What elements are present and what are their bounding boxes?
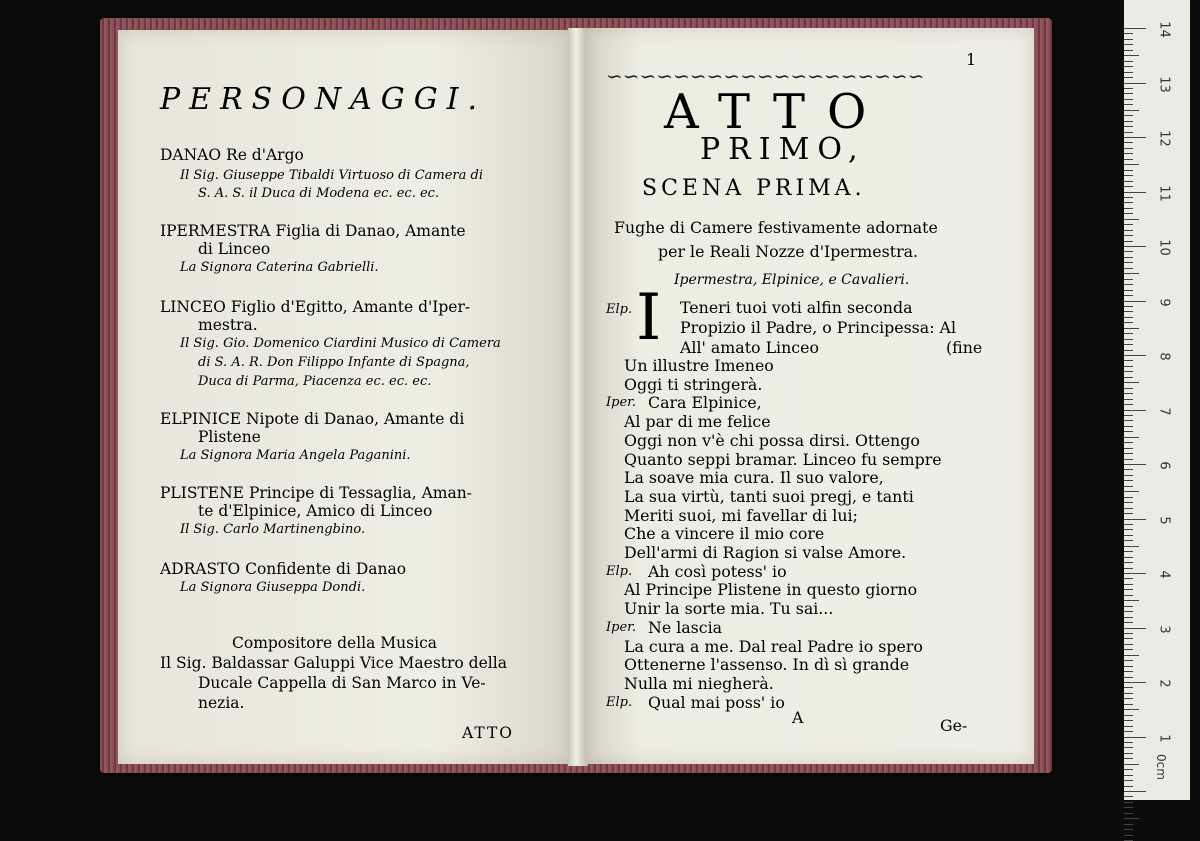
ruler-tick (1124, 317, 1133, 318)
scene-title: SCENA PRIMA. (642, 176, 866, 201)
ruler-tick (1124, 426, 1133, 427)
ruler-tick (1124, 66, 1133, 67)
ruler-tick (1124, 431, 1133, 432)
ruler-tick (1124, 121, 1133, 122)
ruler-tick (1124, 769, 1133, 770)
ruler-tick (1124, 704, 1133, 705)
ruler-tick (1124, 306, 1133, 307)
ruler-tick (1124, 638, 1133, 639)
verse-line: Ah così potess' io (648, 561, 787, 581)
character-entry (160, 484, 472, 502)
ruler-tick (1124, 104, 1133, 105)
verse-line: Al par di me felice (624, 412, 771, 432)
ruler-tick (1124, 584, 1133, 585)
ruler-tick (1124, 273, 1139, 274)
character-entry (160, 222, 466, 240)
ruler-tick (1124, 197, 1133, 198)
character-desc-cont: Plistene (198, 428, 261, 446)
ruler-tick (1124, 279, 1133, 280)
speaker-label: Elp. (606, 302, 633, 317)
ruler-tick (1124, 562, 1133, 563)
ruler-tick (1124, 611, 1133, 612)
ruler-tick (1124, 715, 1133, 716)
ruler-tick (1124, 600, 1139, 601)
ruler-tick (1124, 230, 1133, 231)
ruler-tick (1124, 39, 1133, 40)
ruler-tick (1124, 219, 1139, 220)
ruler-tick (1124, 802, 1133, 803)
ruler-tick (1124, 382, 1139, 383)
ruler-tick (1124, 747, 1133, 748)
ruler-number: 11 (1156, 184, 1172, 202)
actor-line: S. A. S. il Duca di Modena ec. ec. ec. (198, 186, 440, 201)
ruler-tick (1124, 339, 1133, 340)
ruler-tick (1124, 142, 1133, 143)
ruler-tick (1124, 88, 1133, 89)
cast-line: Ipermestra, Elpinice, e Cavalieri. (674, 272, 910, 288)
verse-line: Meriti suoi, mi favellar di lui; (624, 505, 858, 525)
actor-line: di S. A. R. Don Filippo Infante di Spagna, (198, 355, 470, 370)
setting-line: per le Reali Nozze d'Ipermestra. (658, 242, 919, 261)
speaker-label: Iper. (606, 395, 637, 411)
act-title: ATTO (664, 84, 889, 140)
character-name: LINCEO (160, 298, 226, 316)
verse-line: Cara Elpinice, (648, 393, 762, 413)
ruler-tick (1124, 322, 1133, 323)
ornament-band: ∽∽∽∽∽∽∽∽∽∽∽∽∽∽∽∽∽∽∽ (606, 64, 925, 88)
ruler-tick (1124, 33, 1133, 34)
measurement-ruler (1124, 0, 1190, 800)
ruler-tick (1124, 578, 1133, 579)
ruler-tick (1124, 540, 1133, 541)
verse-line: La cura a me. Dal real Padre io spero (624, 636, 923, 656)
ruler-tick (1124, 164, 1139, 165)
ruler-tick (1124, 764, 1139, 765)
ruler-tick (1124, 360, 1133, 361)
verse-line: Oggi non v'è chi possa dirsi. Ottengo (624, 430, 920, 450)
ruler-tick (1124, 437, 1139, 438)
ruler-tick (1124, 442, 1133, 443)
ruler-tick (1124, 731, 1133, 732)
ruler-tick (1124, 420, 1133, 421)
ruler-tick (1124, 568, 1133, 569)
ruler-tick (1124, 262, 1133, 263)
ruler-tick (1124, 486, 1133, 487)
ruler-tick (1124, 410, 1146, 411)
ruler-tick (1124, 709, 1139, 710)
ruler-tick (1124, 159, 1133, 160)
ruler-tick (1124, 682, 1146, 683)
ruler-tick (1124, 192, 1146, 193)
verse-line: Quanto seppi bramar. Linceo fu sempre (624, 449, 942, 469)
catchword: ATTO (462, 724, 515, 742)
ruler-tick (1124, 241, 1133, 242)
ruler-tick (1124, 268, 1133, 269)
ruler-tick (1124, 366, 1133, 367)
ruler-tick (1124, 459, 1133, 460)
verse-line: Al Principe Plistene in questo giorno (624, 580, 918, 600)
ruler-tick (1124, 453, 1133, 454)
ruler-tick (1124, 807, 1133, 808)
character-name: PLISTENE (160, 484, 244, 502)
ruler-number: 14 (1156, 21, 1172, 38)
ruler-tick (1124, 235, 1133, 236)
ruler-number: 4 (1156, 570, 1172, 579)
turnover-word: (fine (946, 338, 983, 357)
actor-line: La Signora Giuseppa Dondi. (180, 580, 366, 595)
ruler-tick (1124, 546, 1139, 547)
character-desc: Figlio d'Egitto, Amante d'Iper- (230, 298, 471, 316)
ruler-unit: 0cm (1153, 754, 1168, 780)
ruler-tick (1124, 126, 1133, 127)
character-desc: Nipote di Danao, Amante di (245, 410, 465, 428)
ruler-tick (1124, 720, 1133, 721)
verse-line: Teneri tuoi voti alfin seconda (680, 298, 913, 317)
ruler-tick (1124, 284, 1133, 285)
verse-line: Propizio il Padre, o Principessa: Al (680, 318, 957, 337)
ruler-tick (1124, 742, 1133, 743)
ruler-tick (1124, 301, 1146, 302)
ruler-tick (1124, 371, 1133, 372)
ruler-number: 7 (1156, 406, 1172, 416)
verse-line: Qual mai poss' io (648, 692, 785, 712)
ruler-tick (1124, 758, 1133, 759)
ruler-tick (1124, 829, 1133, 830)
ruler-tick (1124, 595, 1133, 596)
character-desc: Figlia di Danao, Amante (275, 222, 466, 240)
ruler-tick (1124, 137, 1146, 138)
ruler-tick (1124, 480, 1133, 481)
ruler-number: 12 (1156, 130, 1172, 147)
composer-line: Il Sig. Baldassar Galuppi Vice Maestro della (160, 654, 507, 672)
ruler-tick (1124, 557, 1133, 558)
ruler-tick (1124, 290, 1133, 291)
ruler-tick (1124, 491, 1139, 492)
ruler-tick (1124, 44, 1133, 45)
character-entry (160, 298, 470, 316)
ruler-number: 2 (1156, 679, 1172, 688)
ruler-tick (1124, 698, 1133, 699)
ruler-tick (1124, 186, 1133, 187)
ruler-tick (1124, 50, 1133, 51)
ruler-tick (1124, 464, 1146, 465)
ruler-tick (1124, 99, 1133, 100)
character-desc: Principe di Tessaglia, Aman- (248, 484, 472, 502)
ruler-tick (1124, 589, 1133, 590)
character-entry (160, 146, 304, 164)
setting-line: Fughe di Camere festivamente adornate (614, 218, 938, 237)
composer-line: Ducale Cappella di San Marco in Ve- (198, 674, 486, 692)
ruler-tick (1124, 251, 1133, 252)
ruler-tick (1124, 813, 1133, 814)
actor-line: La Signora Caterina Gabrielli. (180, 260, 379, 275)
ruler-number: 9 (1156, 297, 1172, 307)
ruler-tick (1124, 311, 1133, 312)
ruler-tick (1124, 475, 1133, 476)
ruler-tick (1124, 824, 1133, 825)
ruler-tick (1124, 644, 1133, 645)
ruler-tick (1124, 835, 1133, 836)
ruler-tick (1124, 61, 1133, 62)
ruler-tick (1124, 671, 1133, 672)
ruler-tick (1124, 153, 1133, 154)
verse-line: All' amato Linceo (680, 338, 819, 357)
ruler-tick (1124, 448, 1133, 449)
ruler-tick (1124, 295, 1133, 296)
ruler-tick (1124, 246, 1146, 247)
ruler-tick (1124, 93, 1133, 94)
speaker-label: Elp. (606, 563, 633, 579)
actor-line: Il Sig. Giuseppe Tibaldi Virtuoso di Camera di (180, 168, 483, 183)
ruler-tick (1124, 617, 1133, 618)
ruler-tick (1124, 399, 1133, 400)
ruler-tick (1124, 737, 1146, 738)
ruler-tick (1124, 502, 1133, 503)
ruler-tick (1124, 519, 1146, 520)
ruler-tick (1124, 687, 1133, 688)
ruler-tick (1124, 213, 1133, 214)
ruler-tick (1124, 818, 1139, 819)
ruler-tick (1124, 786, 1133, 787)
ruler-number: 1 (1156, 733, 1172, 743)
ruler-tick (1124, 333, 1133, 334)
character-desc-cont: te d'Elpinice, Amico di Linceo (198, 502, 433, 520)
ruler-tick (1124, 415, 1133, 416)
ruler-number: 10 (1156, 239, 1172, 256)
ruler-tick (1124, 202, 1133, 203)
ruler-tick (1124, 110, 1139, 111)
ruler-number: 3 (1156, 624, 1172, 634)
verse-line: Ne lascia (648, 617, 723, 637)
ruler-number: 8 (1156, 352, 1172, 361)
ruler-tick (1124, 649, 1133, 650)
book-gutter (568, 28, 588, 766)
verse-line: Dell'armi di Ragion si valse Amore. (624, 543, 907, 562)
ruler-number: 6 (1156, 461, 1172, 470)
ruler-tick (1124, 388, 1133, 389)
ruler-tick (1124, 344, 1133, 345)
ruler-tick (1124, 529, 1133, 530)
page-number: 1 (966, 50, 977, 69)
ruler-tick (1124, 377, 1133, 378)
drop-cap: I (636, 281, 662, 355)
ruler-tick (1124, 132, 1133, 133)
ruler-tick (1124, 28, 1146, 29)
verse-line: Unir la sorte mia. Tu sai... (624, 599, 834, 619)
ruler-tick (1124, 224, 1133, 225)
speaker-label: Iper. (606, 619, 637, 635)
ruler-tick (1124, 83, 1146, 84)
ruler-tick (1124, 726, 1133, 727)
ruler-tick (1124, 775, 1133, 776)
ruler-tick (1124, 508, 1133, 509)
ruler-tick (1124, 693, 1133, 694)
ruler-tick (1124, 796, 1133, 797)
ruler-tick (1124, 628, 1146, 629)
ruler-tick (1124, 535, 1133, 536)
ruler-tick (1124, 524, 1133, 525)
character-name: DANAO (160, 146, 222, 164)
ruler-tick (1124, 497, 1133, 498)
ruler-tick (1124, 55, 1139, 56)
catchword: Ge- (940, 716, 968, 735)
ruler-tick (1124, 404, 1133, 405)
character-desc-cont: di Linceo (198, 240, 271, 258)
ruler-tick (1124, 77, 1133, 78)
ruler-tick (1124, 633, 1133, 634)
verse-line: Che a vincere il mio core (624, 524, 825, 544)
ruler-tick (1124, 469, 1133, 470)
ruler-tick (1124, 513, 1133, 514)
actor-line: Il Sig. Carlo Martinengbino. (180, 522, 366, 537)
act-number: PRIMO, (700, 132, 866, 167)
ruler-number: 13 (1156, 75, 1172, 93)
ruler-tick (1124, 257, 1133, 258)
ruler-tick (1124, 791, 1146, 792)
ruler-tick (1124, 660, 1133, 661)
ruler-tick (1124, 72, 1133, 73)
verse-line: Un illustre Imeneo (624, 356, 774, 375)
ruler-number: 5 (1156, 515, 1172, 525)
character-entry (160, 410, 464, 428)
composer-line: nezia. (198, 694, 245, 712)
ruler-tick (1124, 606, 1133, 607)
ruler-tick (1124, 350, 1133, 351)
verse-line: La sua virtù, tanti suoi pregj, e tanti (624, 486, 914, 506)
ruler-tick (1124, 573, 1146, 574)
character-name: ELPINICE (160, 410, 242, 428)
character-name: ADRASTO (160, 560, 241, 578)
ruler-tick (1124, 677, 1133, 678)
character-entry (160, 560, 406, 578)
composer-heading: Compositore della Musica (232, 634, 437, 652)
character-desc-cont: mestra. (198, 316, 258, 334)
ruler-tick (1124, 666, 1133, 667)
ruler-tick (1124, 328, 1139, 329)
speaker-label: Elp. (606, 694, 633, 710)
actor-line: Duca di Parma, Piacenza ec. ec. ec. (198, 374, 432, 389)
ruler-tick (1124, 622, 1133, 623)
actor-line: La Signora Maria Angela Paganini. (180, 448, 411, 463)
ruler-tick (1124, 148, 1133, 149)
ruler-tick (1124, 175, 1133, 176)
signature-mark: A (792, 708, 804, 727)
ruler-tick (1124, 170, 1133, 171)
verse-line: Nulla mi niegherà. (624, 673, 774, 693)
ruler-tick (1124, 181, 1133, 182)
character-desc: Re d'Argo (226, 146, 304, 164)
verse-line: Ottenerne l'assenso. In dì sì grande (624, 655, 910, 675)
character-name: IPERMESTRA (160, 222, 271, 240)
ruler-tick (1124, 208, 1133, 209)
ruler-tick (1124, 780, 1133, 781)
ruler-tick (1124, 393, 1133, 394)
actor-line: Il Sig. Gio. Domenico Ciardini Musico di Camera (180, 336, 501, 351)
page-title: PERSONAGGI. (160, 82, 487, 117)
ruler-tick (1124, 355, 1146, 356)
ruler-tick (1124, 655, 1139, 656)
ruler-tick (1124, 753, 1133, 754)
ruler-tick (1124, 551, 1133, 552)
character-desc: Confidente di Danao (245, 560, 407, 578)
verse-line: La soave mia cura. Il suo valore, (624, 468, 884, 488)
ruler-tick (1124, 115, 1133, 116)
verse-line: Oggi ti stringerà. (624, 374, 763, 394)
